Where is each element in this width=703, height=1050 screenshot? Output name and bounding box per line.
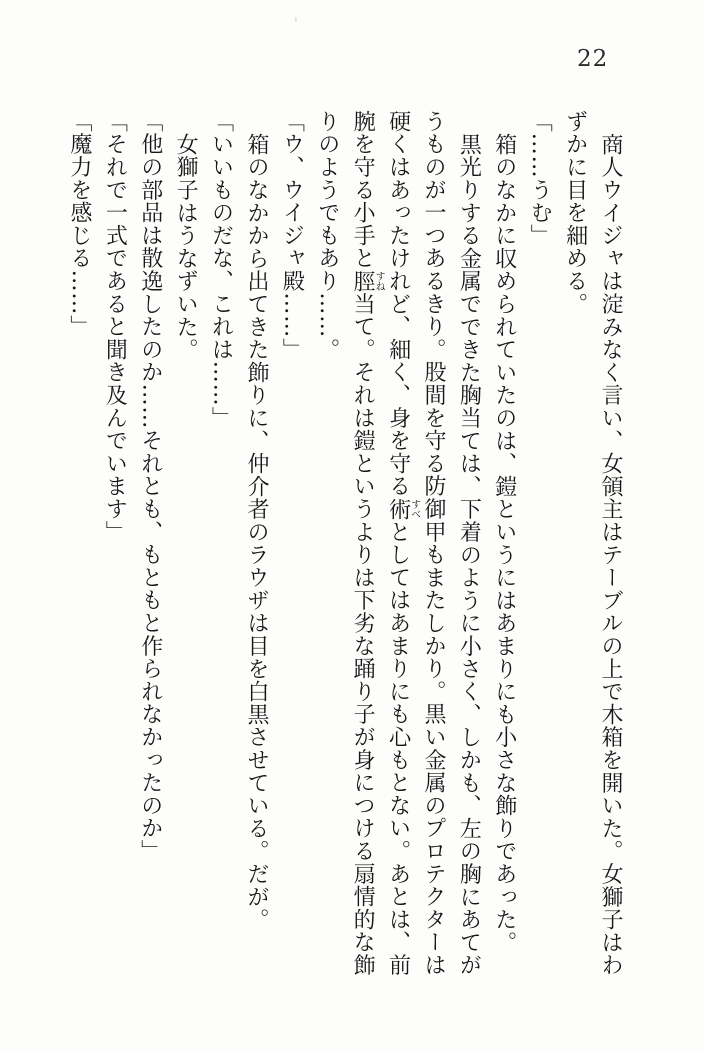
- paragraph: 箱のなかに収められていたのは、鎧というにはあまりにも小さな飾りであった。: [491, 132, 517, 954]
- ruby-annotated-kanji: 脛すね: [350, 269, 385, 293]
- paragraph: 「いいものだな、これは……」: [208, 110, 234, 430]
- paragraph: 商人ウイジャは淀みなく言い、女領主はテーブルの上で木箱を開いた。女獅子はわずかに目を細める。: [562, 110, 623, 977]
- paragraph: 女獅子はうなずいた。: [173, 132, 199, 361]
- scan-artifact: ': [294, 16, 298, 32]
- paragraph: 「……うむ」: [527, 110, 553, 247]
- paragraph: 「他の部品は散逸したのか……それとも、もともと作られなかったのか」: [137, 110, 163, 863]
- page-number: 22: [577, 46, 609, 72]
- paragraph: 「それで一式であると聞き及んでいます」: [102, 110, 128, 544]
- text-block: [62, 110, 629, 982]
- paragraph: 「魔力を感じる……」: [66, 110, 92, 338]
- ruby-annotated-kanji: 術すべ: [385, 497, 420, 521]
- paragraph: 「ウ、ウイジャ殿……」: [279, 110, 305, 361]
- paragraph: 箱のなかから出てきた飾りに、仲介者のラウザは目を白黒させている。だが。: [243, 132, 269, 931]
- paragraph: 黒光りする金属でできた胸当ては、下着のように小さく、しかも、左の胸にあてがうものが一つあるきり。股間を守る防御甲もまたしかり。黒い金属のプロテクターは硬くはあったけれど、細く、身を守る術すべとしてはあまりにも心もとない。あとは、前腕を守る小手と脛すね当て。それは鎧というよりは下劣な踊り子が身につける扇情的な飾りのようでもあり……。: [314, 110, 482, 977]
